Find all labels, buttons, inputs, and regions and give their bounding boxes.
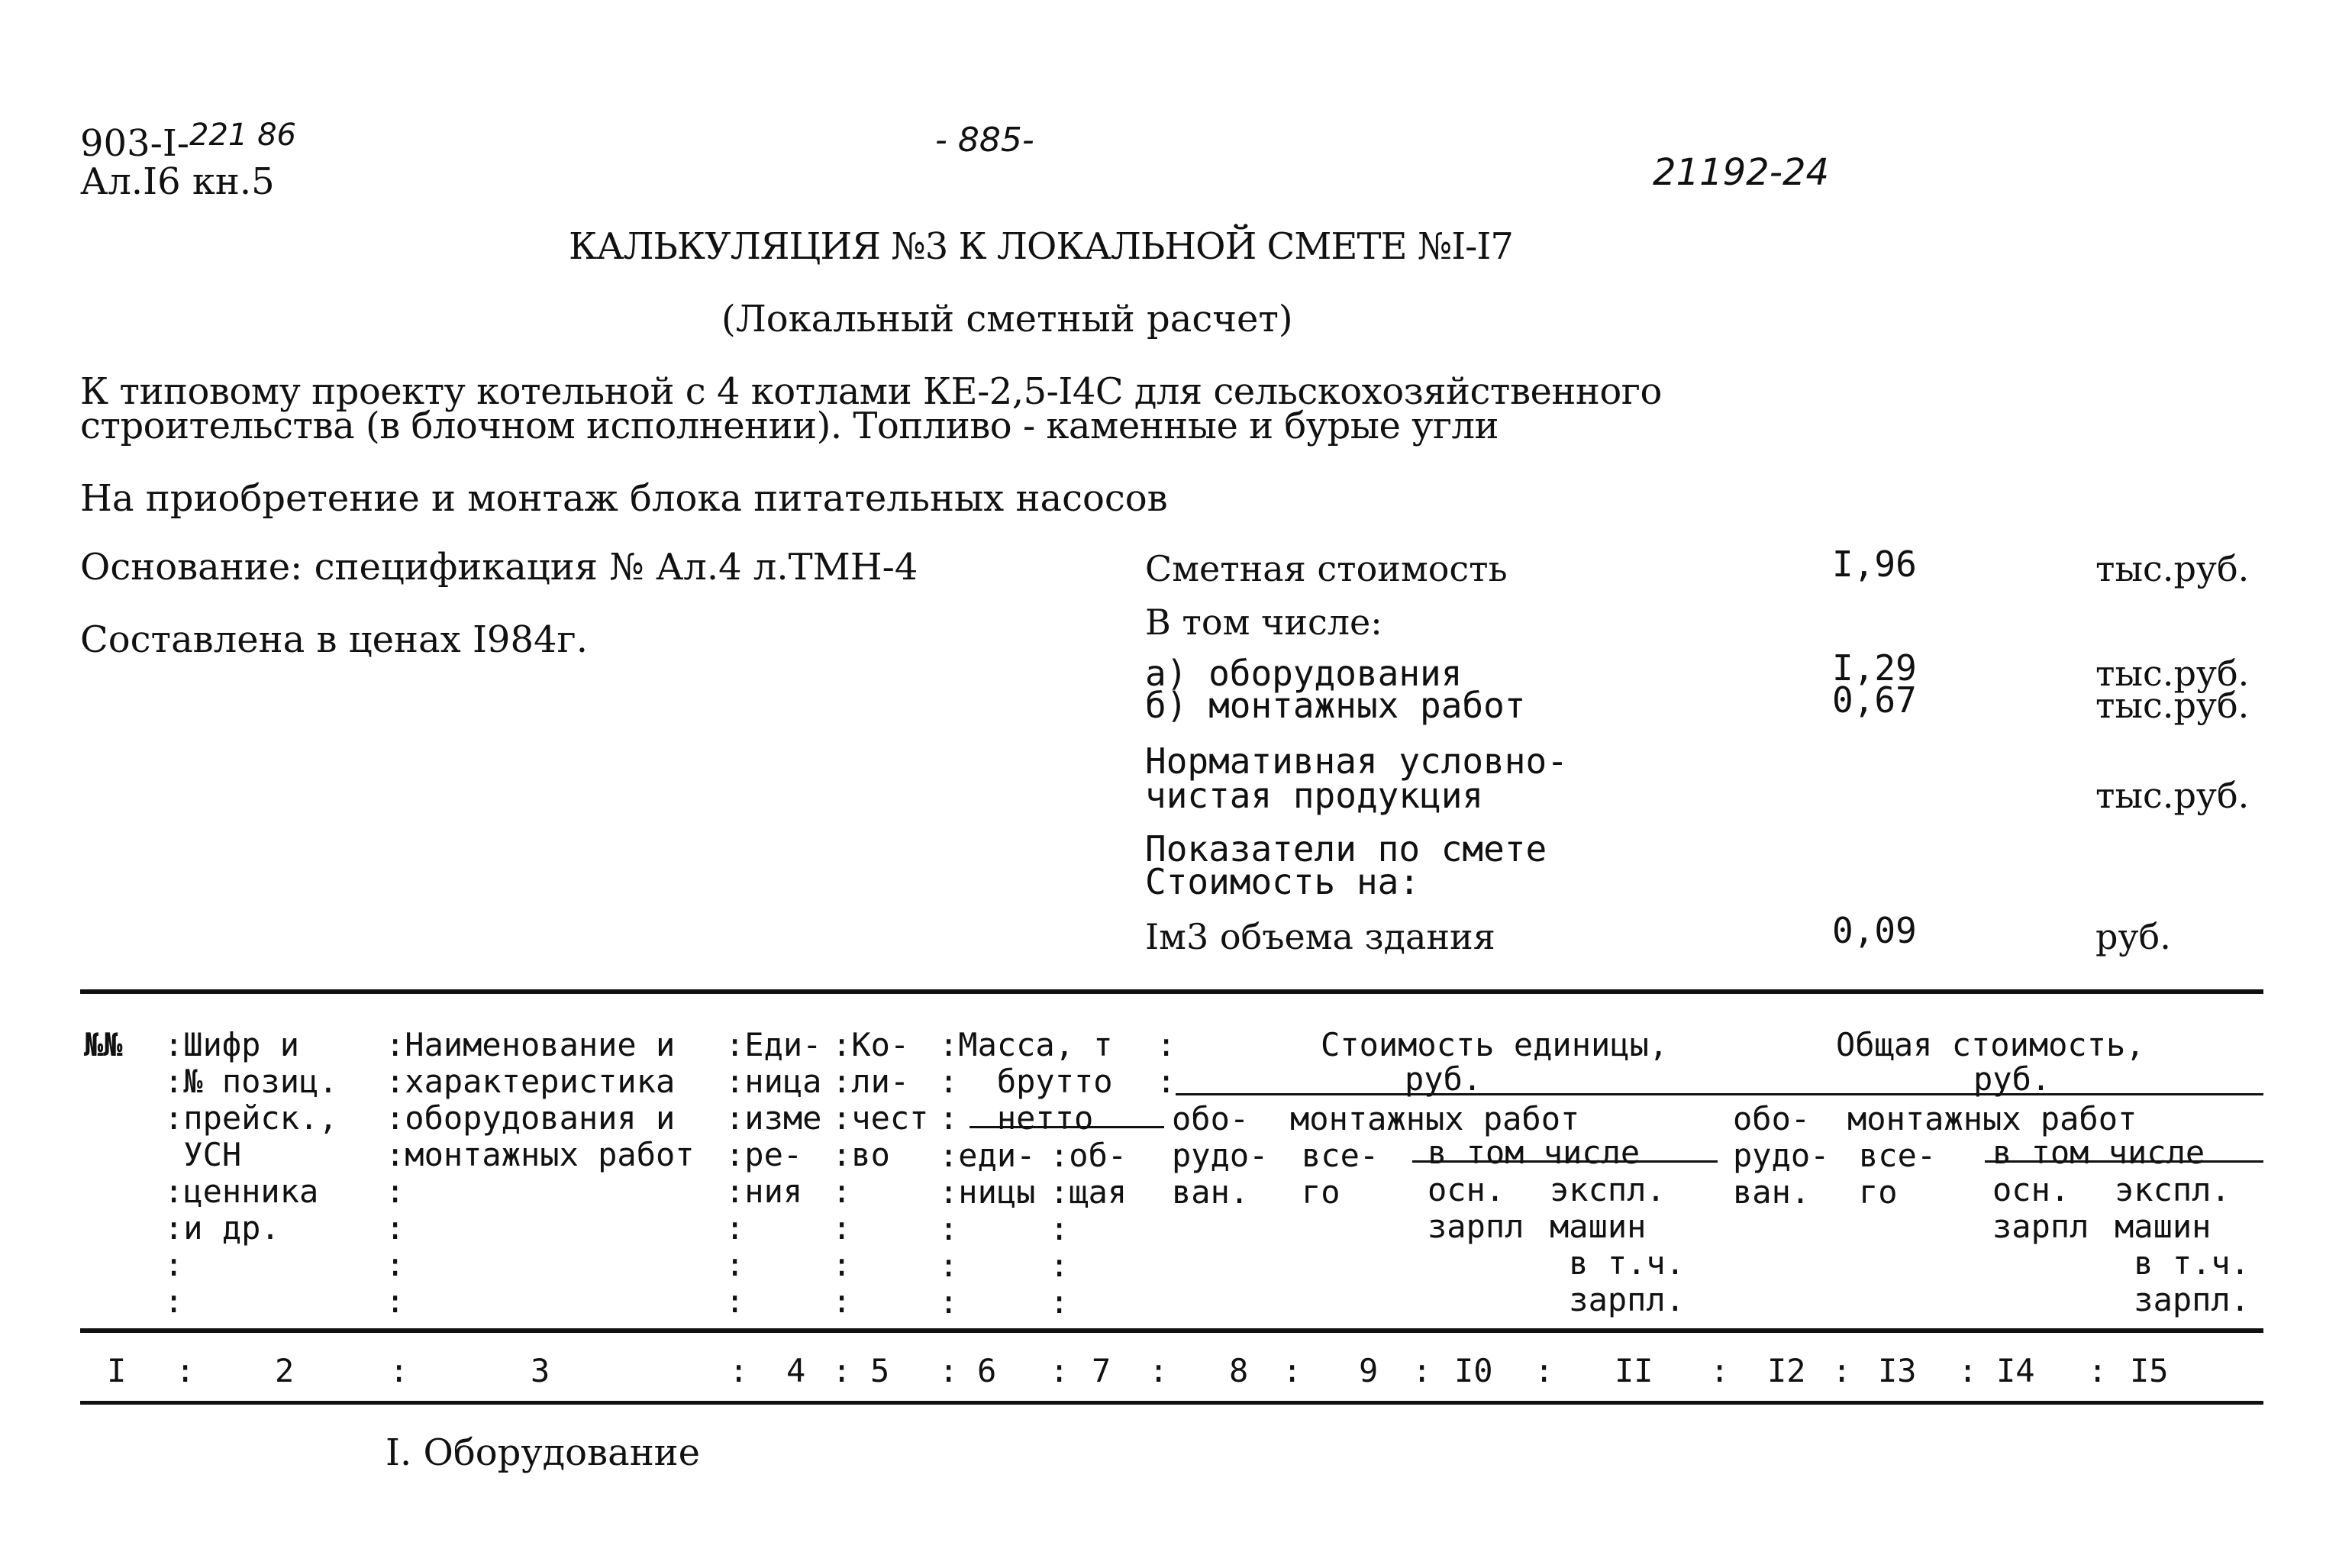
project-line-1: К типовому проекту котельной с 4 котлами КЕ-2,5-I4С для сельскохозяйственного xyxy=(80,370,1662,413)
total-install-all-header: все- го xyxy=(1859,1137,1937,1211)
total-install-header: монтажных работ xyxy=(1847,1100,2137,1137)
col-number-header: №№ xyxy=(84,1026,123,1063)
col-num-11: II xyxy=(1615,1352,1653,1389)
col-num-2: 2 xyxy=(275,1352,295,1389)
col-mass-header: :Масса, т : брутто : нетто xyxy=(939,1026,1113,1137)
equipment-cost-unit: тыс.руб. xyxy=(2095,653,2250,694)
installation-cost-label: б) монтажных работ xyxy=(1145,685,1526,726)
unit-install-all-header: все- го xyxy=(1302,1137,1379,1211)
doc-code xyxy=(80,118,296,165)
album-number: Ал.I6 кн.5 xyxy=(80,160,275,203)
document-number: 21192-24 xyxy=(1653,151,1830,194)
total-equipment-header: обо- рудо- ван. xyxy=(1733,1100,1830,1211)
indicators-label-2: Стоимость на: xyxy=(1145,861,1421,902)
normative-label-2: чистая продукция xyxy=(1145,775,1484,816)
col-num-sep: : xyxy=(832,1352,852,1389)
col-num-sep: : xyxy=(1149,1352,1169,1389)
col-sep-1: : xyxy=(1157,1026,1176,1063)
col-num-sep: : xyxy=(1710,1352,1730,1389)
col-num-sep: : xyxy=(1832,1352,1852,1389)
col-num-9: 9 xyxy=(1359,1352,1379,1389)
col-num-sep: : xyxy=(1412,1352,1432,1389)
normative-label-1: Нормативная условно- xyxy=(1145,740,1568,782)
project-line-2: строительства (в блочном исполнении). Топливо - каменные и бурые угли xyxy=(80,405,1499,447)
col-num-1: I xyxy=(107,1352,127,1389)
unit-cost-rub: руб. xyxy=(1405,1060,1482,1098)
total-cost-rule xyxy=(1847,1093,2263,1095)
unit-salary-header: осн. зарпл xyxy=(1428,1171,1524,1245)
unit-incl-header: в том числе xyxy=(1428,1134,1641,1171)
estimated-cost-unit: тыс.руб. xyxy=(2095,548,2250,589)
col-num-5: 5 xyxy=(870,1352,890,1389)
col-num-sep: : xyxy=(939,1352,959,1389)
per-m3-unit: руб. xyxy=(2095,916,2171,957)
total-incl-header: в том числе xyxy=(1992,1134,2205,1171)
table-header-rule xyxy=(80,1328,2263,1333)
col-unit-header: :Еди- :ница :изме :ре- :ния : : : xyxy=(725,1026,822,1320)
col-sep-2: : xyxy=(1157,1063,1176,1100)
col-num-7: 7 xyxy=(1092,1352,1111,1389)
col-num-sep: : xyxy=(2088,1352,2108,1389)
prices-line: Составлена в ценах I984г. xyxy=(80,618,588,661)
unit-machines-header: экспл. машин в т.ч. зарпл. xyxy=(1550,1171,1686,1318)
unit-equipment-header: обо- рудо- ван. xyxy=(1172,1100,1269,1211)
total-cost-rub: руб. xyxy=(1973,1060,2051,1098)
installation-cost-value: 0,67 xyxy=(1832,679,1917,721)
page-subtitle: (Локальный сметный расчет) xyxy=(721,298,1293,340)
col-num-8: 8 xyxy=(1229,1352,1249,1389)
col-num-sep: : xyxy=(1958,1352,1978,1389)
col-code-header: :Шифр и :№ позиц. :прейск., УСН :ценника :и др. : : xyxy=(164,1026,338,1320)
col-num-sep: : xyxy=(1050,1352,1069,1389)
page-number: - 885- xyxy=(935,121,1034,160)
col-num-sep: : xyxy=(729,1352,749,1389)
col-mass-unit-header: :еди- :ницы : : : xyxy=(939,1137,1036,1321)
col-num-6: 6 xyxy=(977,1352,997,1389)
col-num-14: I4 xyxy=(1996,1352,2035,1389)
basis-line: Основание: спецификация № Ал.4 л.ТМН-4 xyxy=(80,546,918,589)
col-name-header: :Наименование и :характеристика :оборудования и :монтажных работ : : : : xyxy=(386,1026,695,1320)
col-num-4: 4 xyxy=(786,1352,806,1389)
section-title: I. Оборудование xyxy=(386,1431,701,1474)
equipment-cost-value: I,29 xyxy=(1832,647,1917,689)
table-numbers-rule xyxy=(80,1401,2263,1405)
per-m3-value: 0,09 xyxy=(1832,910,1917,951)
indicators-label-1: Показатели по смете xyxy=(1145,828,1547,869)
col-num-15: I5 xyxy=(2130,1352,2169,1389)
total-cost-header: Общая стоимость, xyxy=(1836,1026,2145,1063)
col-qty-header: :Ко- :ли- :чест :во : : : : xyxy=(832,1026,929,1320)
purpose-line: На приобретение и монтаж блока питательных насосов xyxy=(80,477,1168,520)
installation-cost-unit: тыс.руб. xyxy=(2095,685,2250,726)
estimated-cost-value: I,96 xyxy=(1832,544,1917,585)
total-salary-header: осн. зарпл xyxy=(1992,1171,2089,1245)
equipment-cost-label: а) оборудования xyxy=(1145,653,1463,694)
unit-cost-header: Стоимость единицы, xyxy=(1321,1026,1669,1063)
col-num-sep: : xyxy=(389,1352,409,1389)
table-top-rule xyxy=(80,989,2263,994)
per-m3-label: Iм3 объема здания xyxy=(1145,916,1495,957)
estimated-cost-label: Сметная стоимость xyxy=(1145,548,1508,589)
col-num-sep: : xyxy=(176,1352,195,1389)
normative-unit: тыс.руб. xyxy=(2095,775,2250,816)
col-num-3: 3 xyxy=(531,1352,550,1389)
col-num-sep: : xyxy=(1282,1352,1302,1389)
col-num-12: I2 xyxy=(1767,1352,1806,1389)
doc-code-prefix: 903-I- xyxy=(80,122,190,165)
col-num-10: I0 xyxy=(1454,1352,1493,1389)
page-title: КАЛЬКУЛЯЦИЯ №3 К ЛОКАЛЬНОЙ СМЕТЕ №I-I7 xyxy=(569,225,1513,268)
unit-install-header: монтажных работ xyxy=(1290,1100,1580,1137)
col-mass-total-header: :об- :щая : : : xyxy=(1050,1137,1128,1321)
doc-code-handwritten: 221 86 xyxy=(189,118,296,153)
including-label: В том числе: xyxy=(1145,602,1382,643)
col-num-13: I3 xyxy=(1878,1352,1917,1389)
total-machines-header: экспл. машин в т.ч. зарпл. xyxy=(2115,1171,2250,1318)
col-num-sep: : xyxy=(1534,1352,1554,1389)
